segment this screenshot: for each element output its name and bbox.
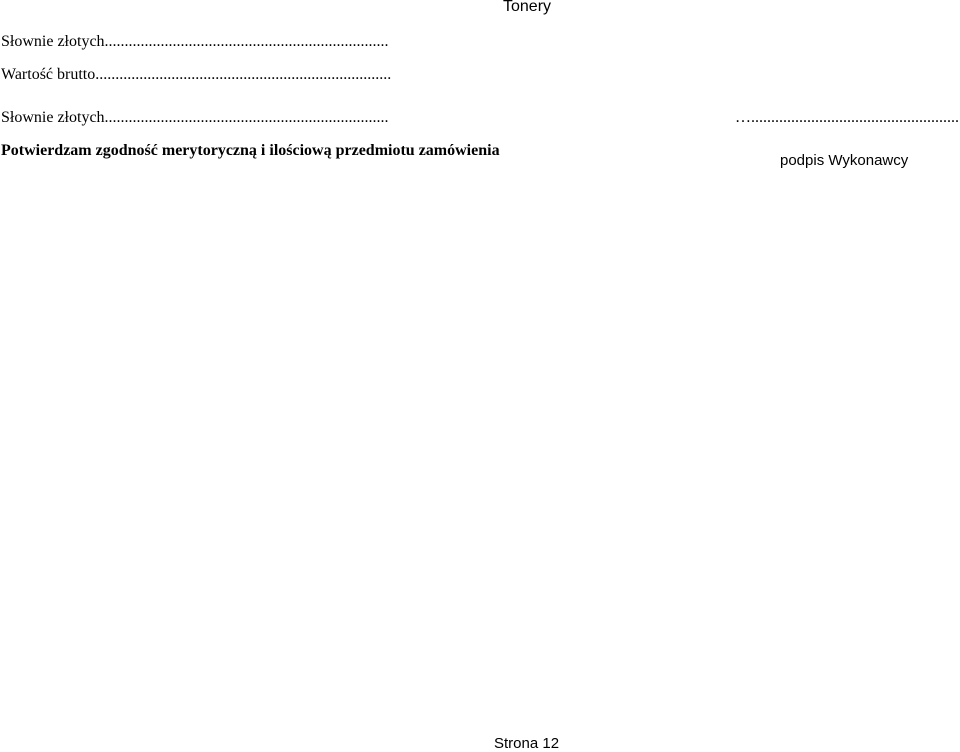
header-title: Tonery [503,0,552,15]
amount-in-words-line: Słownie złotych....................................................................... [1,33,389,50]
page-number: Strona 12 [494,735,560,752]
confirmation-statement: Potwierdzam zgodność merytoryczną i ilościową przedmiotu zamówienia [1,142,500,159]
gross-value-line: Wartość brutto.......................................................................... [1,66,392,83]
amount-in-words-line-2: Słownie złotych....................................................................... [1,109,389,126]
signature-line: ….................................................... [735,109,959,126]
signature-label: podpis Wykonawcy [780,152,909,169]
